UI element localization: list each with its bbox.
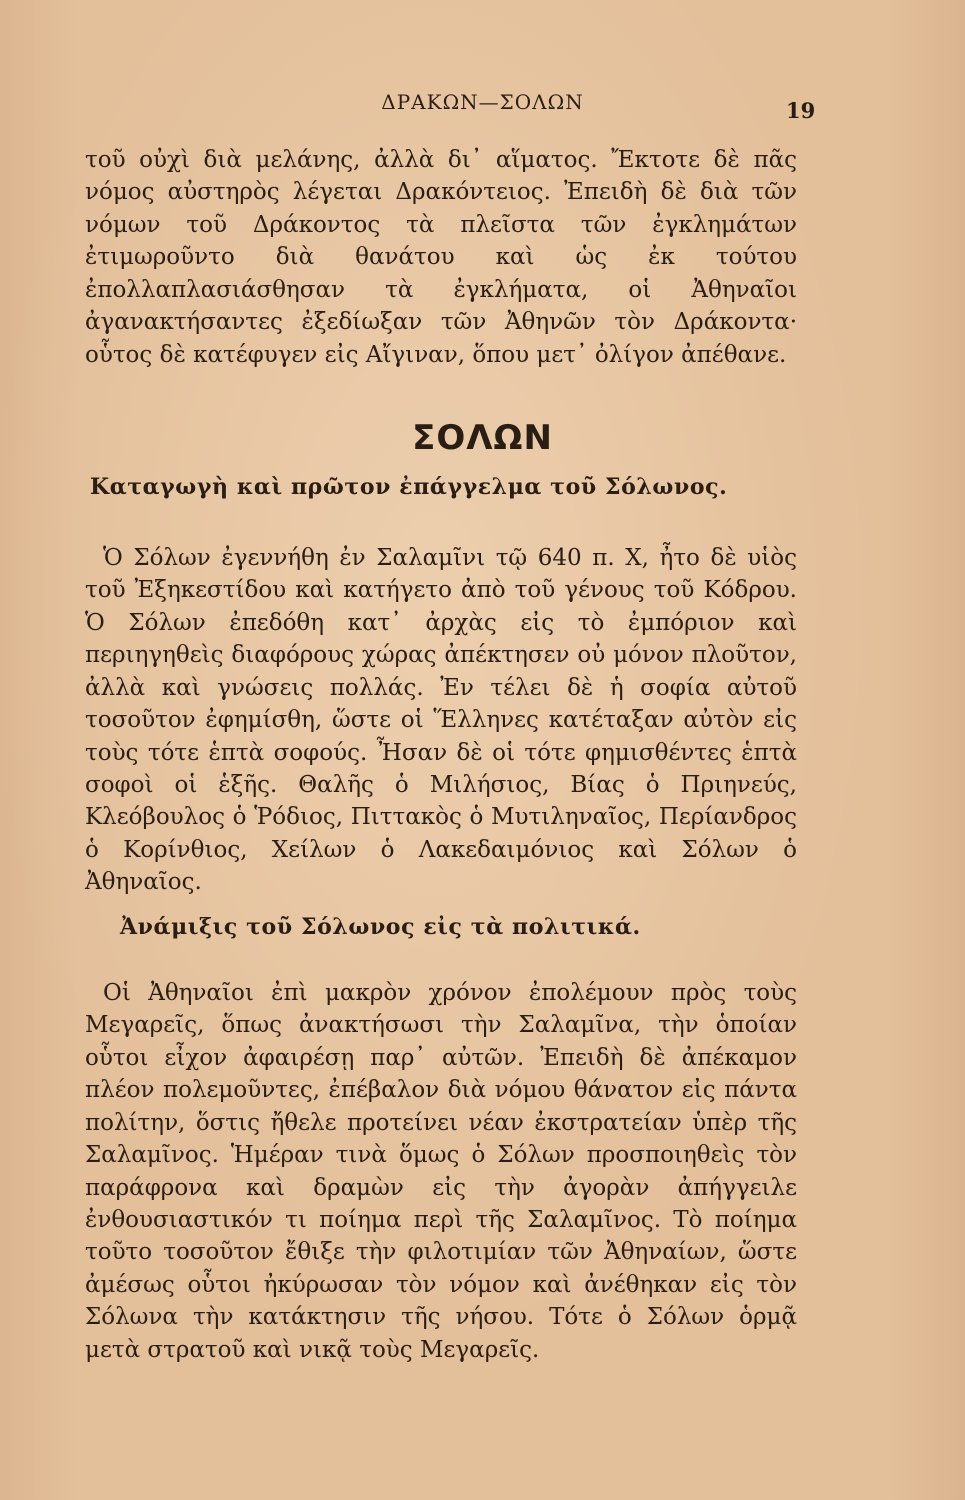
chapter-title: ΣΟΛΩΝ xyxy=(412,418,553,458)
section-heading-origin: Καταγωγὴ καὶ πρῶτον ἐπάγγελμα τοῦ Σόλωνος. xyxy=(90,474,728,500)
running-header: ΔΡΑΚΩΝ—ΣΟΛΩΝ xyxy=(381,90,584,114)
paragraph-draco-end: τοῦ οὐχὶ διὰ μελάνης, ἀλλὰ δι᾽ αἵματος. Ἔκτοτε δὲ πᾶς νόμος αὐστηρὸς λέγεται Δρακόντειος. Ἐπειδὴ δὲ διὰ τῶν νόμων τοῦ Δράκοντος τὰ πλεῖστα τῶν ἐγκλημάτων ἐτιμωροῦντο διὰ θανάτου καὶ ὡς ἐκ τούτου ἐπολλαπλασιάσθησαν τὰ ἐγκλήματα, οἱ Ἀθηναῖοι ἀγανακτήσαντες ἐξεδίωξαν τῶν Ἀθηνῶν τὸν Δράκοντα· οὗτος δὲ κατέφυγεν εἰς Αἴγιναν, ὅπου μετ᾽ ὀλίγον ἀπέθανε. xyxy=(85,147,797,368)
page-number: 19 xyxy=(786,98,816,123)
section-heading-politics: Ἀνάμιξις τοῦ Σόλωνος εἰς τὰ πολιτικά. xyxy=(120,914,641,940)
paragraph-origin: Ὁ Σόλων ἐγεννήθη ἐν Σαλαμῖνι τῷ 640 π. Χ, ἦτο δὲ υἱὸς τοῦ Ἐξηκεστίδου καὶ κατήγετο ἀπὸ τοῦ γένους τοῦ Κόδρου. Ὁ Σόλων ἐπεδόθη κατ᾽ ἀρχὰς εἰς τὸ ἐμπόριον καὶ περιηγηθεὶς διαφόρους χώρας ἀπέκτησεν οὐ μόνον πλοῦτον, ἀλλὰ καὶ γνώσεις πολλάς. Ἐν τέλει δὲ ἡ σοφία αὐτοῦ τοσοῦτον ἐφημίσθη, ὥστε οἱ Ἕλληνες κατέταξαν αὐτὸν εἰς τοὺς τότε ἑπτὰ σοφούς. Ἦσαν δὲ οἱ τότε φημισθέντες ἑπτὰ σοφοὶ οἱ ἑξῆς. Θαλῆς ὁ Μιλήσιος, Βίας ὁ Πριηνεύς, Κλεόβουλος ὁ Ῥόδιος, Πιττακὸς ὁ Μυτιληναῖος, Περίανδρος ὁ Κορίνθιος, Χείλων ὁ Λακεδαιμόνιος καὶ Σόλων ὁ Ἀθηναῖος. xyxy=(85,545,797,896)
paragraph-politics: Οἱ Ἀθηναῖοι ἐπὶ μακρὸν χρόνον ἐπολέμουν πρὸς τοὺς Μεγαρεῖς, ὅπως ἀνακτήσωσι τὴν Σαλαμῖνα, τὴν ὁποίαν οὗτοι εἶχον ἀφαιρέσῃ παρ᾽ αὐτῶν. Ἐπειδὴ δὲ ἀπέκαμον πλέον πολεμοῦντες, ἐπέβαλον διὰ νόμου θάνατον εἰς πάντα πολίτην, ὅστις ἤθελε προτείνει νέαν ἐκστρατείαν ὑπὲρ τῆς Σαλαμῖνος. Ἡμέραν τινὰ ὅμως ὁ Σόλων προσποιηθεὶς τὸν παράφρονα καὶ δραμὼν εἰς τὴν ἀγορὰν ἀπήγγειλε ἐνθουσιαστικόν τι ποίημα περὶ τῆς Σαλαμῖνος. Τὸ ποίημα τοῦτο τοσοῦτον ἔθιξε τὴν φιλοτιμίαν τῶν Ἀθηναίων, ὥστε ἀμέσως οὗτοι ἠκύρωσαν τὸν νόμον καὶ ἀνέθηκαν εἰς τὸν Σόλωνα τὴν κατάκτησιν τῆς νήσου. Τότε ὁ Σόλων ὁρμᾷ μετὰ στρατοῦ καὶ νικᾷ τοὺς Μεγαρεῖς. xyxy=(85,980,797,1363)
